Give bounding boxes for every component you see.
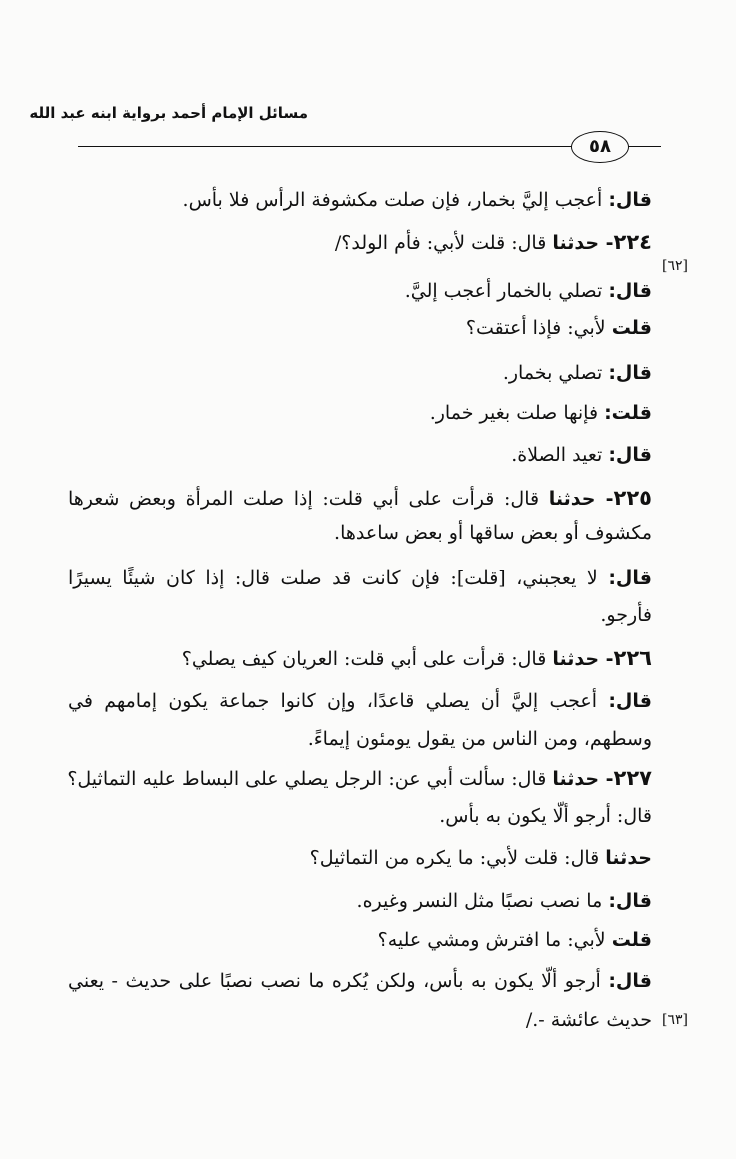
speaker-label: قال: [608,280,652,302]
line-text: لأبي: فإذا أعتقت؟ [465,317,612,339]
text-line [526,1007,652,1033]
line-text: ما نصب نصبًا مثل النسر وغيره. [356,890,609,912]
text-line [511,442,652,468]
text-line [357,888,652,914]
text-line [334,520,652,546]
text-line [183,187,652,213]
line-text: لا يعجبني، [قلت]: فإن كانت قد صلت قال: إذا كان شيئًا يسيرًا [68,567,609,589]
line-text: فأرجو. [600,604,652,626]
line-text: مكشوف أو بعض ساقها أو بعض ساعدها. [334,522,652,544]
line-text: قال: أرجو ألّا يكون به بأس. [439,805,652,827]
text-line [310,845,652,871]
text-line [308,726,652,752]
entry-number: ٢٢٦ [613,646,652,670]
margin-note: [٦٢] [662,258,688,274]
page-number: ٥٨ [571,131,629,163]
text-line [335,229,652,256]
text-line [68,485,652,512]
speaker-label: قال: [608,189,652,211]
line-text: قال: قلت لأبي: فأم الولد؟/ [334,232,553,254]
haddathana-label: - حدثنا [552,768,614,790]
text-line [430,400,652,426]
text-line [439,803,652,829]
speaker-label: قال: [608,890,652,912]
entry-number: ٢٢٥ [613,486,652,510]
haddathana-label: حدثنا [605,847,652,869]
line-text: فإنها صلت بغير خمار. [429,402,605,424]
line-text: تصلي بخمار. [502,362,609,384]
haddathana-label: - حدثنا [552,648,614,670]
text-line [68,688,652,714]
line-text: أرجو ألّا يكون به بأس، ولكن يُكره ما نصب نصبًا على حديث - يعني [68,970,609,992]
speaker-label: قال: [608,567,652,589]
entry-number: ٢٢٧ [613,766,652,790]
text-line [68,565,652,591]
entry-number: ٢٢٤ [613,230,652,254]
text-line [405,278,652,304]
line-text: حديث عائشة -./ [525,1009,652,1031]
line-text: أعجب إليَّ بخمار، فإن صلت مكشوفة الرأس فلا بأس. [182,189,609,211]
speaker-label: قال: [608,444,652,466]
speaker-label: قال: [608,362,652,384]
line-text: قال: قلت لأبي: ما يكره من التماثيل؟ [309,847,606,869]
text-line [378,927,652,953]
speaker-label: قلت [611,929,652,951]
haddathana-label: - حدثنا [548,488,614,510]
line-text: قال: قرأت على أبي قلت: العريان كيف يصلي؟ [181,648,553,670]
line-text: قال: قرأت على أبي قلت: إذا صلت المرأة وبعض شعرها [68,488,549,510]
line-text: وسطهم، ومن الناس من يقول يومئون إيماءً. [307,728,652,750]
text-line [466,315,652,341]
text-line [600,602,652,628]
line-text: لأبي: ما افترش ومشي عليه؟ [377,929,612,951]
speaker-label: قال: [608,970,652,992]
line-text: تصلي بالخمار أعجب إليَّ. [404,280,609,302]
text-line [68,968,652,994]
speaker-label: قال: [608,690,652,712]
haddathana-label: - حدثنا [552,232,614,254]
running-title: مسائل الإمام أحمد برواية ابنه عبد الله [29,104,308,122]
margin-note: [٦٣] [662,1012,688,1028]
line-text: قال: سألت أبي عن: الرجل يصلي على البساط عليه التماثيل؟ [67,768,553,790]
speaker-label: قلت [611,317,652,339]
text-line [503,360,652,386]
speaker-label: قلت: [604,402,652,424]
text-line [68,765,652,792]
line-text: تعيد الصلاة. [511,444,609,466]
text-line [182,645,652,672]
line-text: أعجب إليَّ أن يصلي قاعدًا، وإن كانوا جماعة يكون إمامهم في [68,690,609,712]
